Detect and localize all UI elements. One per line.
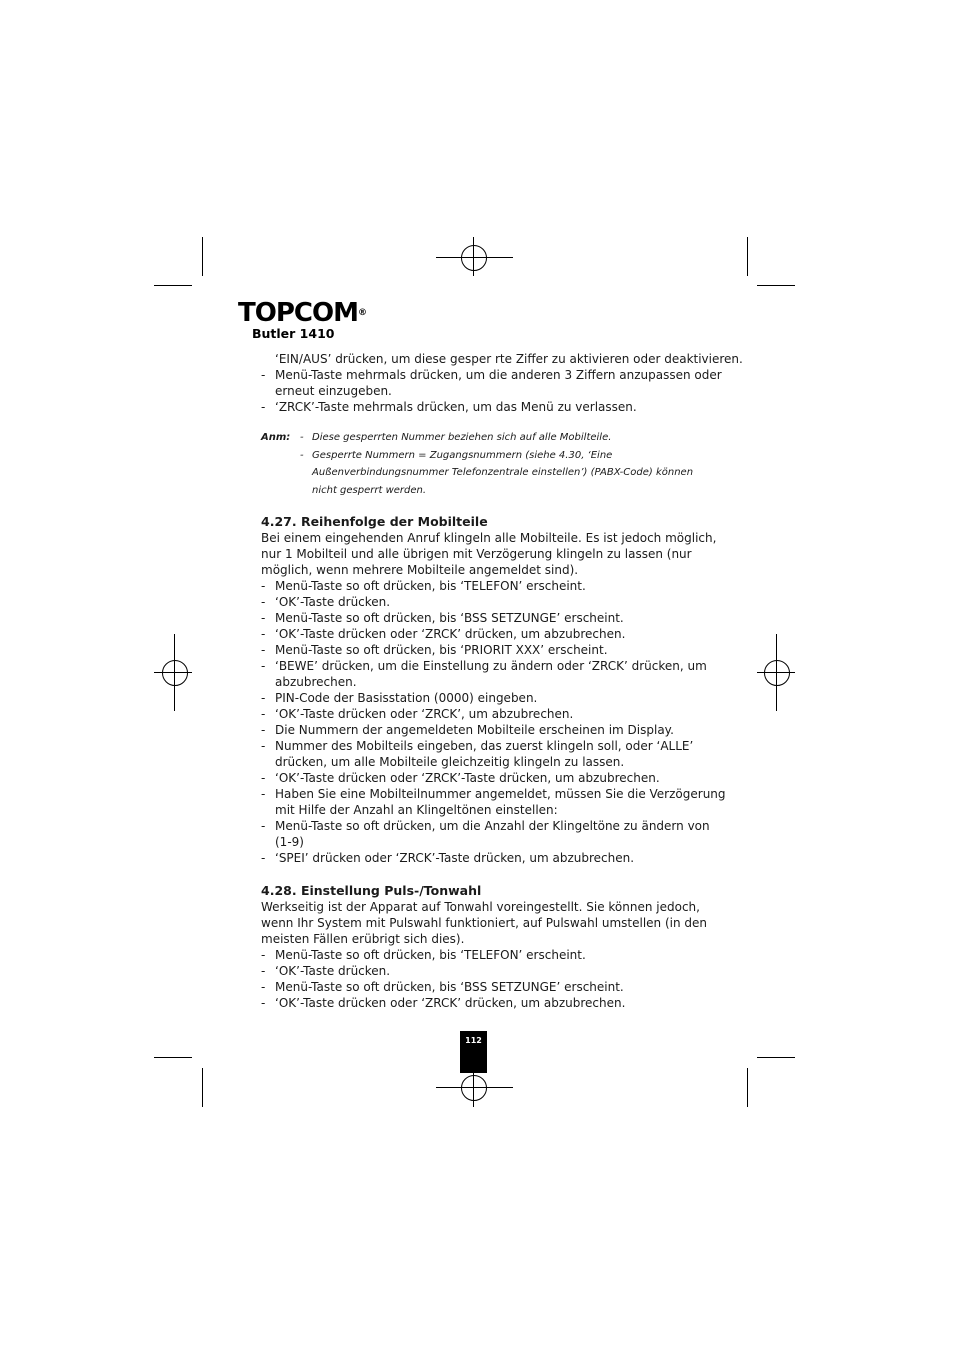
bullet-item (261, 658, 707, 690)
section-bullet-list (261, 947, 701, 1011)
bullet-line (261, 674, 701, 690)
page-number: 112 (465, 1036, 482, 1045)
intro-bullet-list (261, 367, 722, 415)
bullet-line (261, 626, 701, 642)
paragraph-line: wenn Ihr System mit Pulswahl funktioniert, auf Pulswahl umstellen (in den (261, 916, 707, 930)
bullet-dash: - (261, 723, 266, 737)
paragraph-line: meisten Fällen erübrigt sich dies). (261, 932, 465, 946)
bullet-line (261, 770, 701, 786)
brand-logo (238, 300, 367, 341)
crop-mark (747, 237, 748, 276)
bullet-text: ‘OK’-Taste drücken. (275, 964, 391, 978)
brand-wordmark (238, 300, 367, 326)
bullet-dash: - (261, 643, 266, 657)
bullet-text: Menü-Taste so oft drücken, bis ‘BSS SETZUNGE’ erscheint. (275, 611, 624, 625)
paragraph-line: nur 1 Mobilteil und alle übrigen mit Verzögerung klingeln zu lassen (nur (261, 547, 692, 561)
bullet-item (261, 642, 701, 658)
trademark-symbol: ® (357, 308, 367, 318)
bullet-text: ‘OK’-Taste drücken oder ‘ZRCK’, um abzubrechen. (275, 707, 574, 721)
registration-line (154, 672, 192, 673)
bullet-dash: - (261, 948, 266, 962)
note-text: Diese gesperrten Nummer beziehen sich auf alle Mobilteile. (312, 432, 612, 443)
bullet-item (261, 786, 726, 818)
page-content (261, 351, 743, 1011)
bullet-text: ‘OK’-Taste drücken oder ‘ZRCK’ drücken, um abzubrechen. (275, 996, 626, 1010)
bullet-text: ‘OK’-Taste drücken. (275, 595, 391, 609)
bullet-text: Menü-Taste so oft drücken, um die Anzahl der Klingeltöne zu ändern von (275, 819, 710, 833)
registration-line (174, 634, 175, 711)
bullet-text: Menü-Taste so oft drücken, bis ‘PRIORIT XXX’ erscheint. (275, 643, 608, 657)
bullet-dash: - (261, 400, 266, 414)
bullet-item (261, 594, 701, 610)
bullet-line (261, 594, 701, 610)
bullet-dash: - (261, 579, 266, 593)
note-label: Anm: (261, 432, 291, 443)
bullet-dash: - (261, 611, 266, 625)
note-dash: - (300, 449, 304, 461)
bullet-line (261, 578, 701, 594)
bullet-text: Haben Sie eine Mobilteilnummer angemeldet, müssen Sie die Verzögerung (275, 787, 726, 801)
registration-line (473, 1068, 474, 1107)
crop-mark (154, 1057, 192, 1058)
bullet-line (261, 786, 726, 802)
bullet-text: Nummer des Mobilteils eingeben, das zuerst klingeln soll, oder ‘ALLE’ (275, 739, 694, 753)
bullet-dash: - (261, 627, 266, 641)
bullet-line (261, 383, 701, 399)
bullet-text: mit Hilfe der Anzahl an Klingeltönen einstellen: (275, 803, 558, 817)
bullet-text: Menü-Taste so oft drücken, bis ‘TELEFON’ erscheint. (275, 579, 586, 593)
bullet-text: Menü-Taste mehrmals drücken, um die anderen 3 Ziffern anzupassen oder (275, 368, 722, 382)
bullet-dash: - (261, 595, 266, 609)
section-intro (261, 899, 707, 947)
bullet-item (261, 979, 701, 995)
bullet-item (261, 706, 701, 722)
crop-mark (747, 1068, 748, 1107)
note-lines (261, 429, 701, 499)
bullet-text: ‘BEWE’ drücken, um die Einstellung zu ändern oder ‘ZRCK’ drücken, um (275, 659, 707, 673)
note-text: Außenverbindungsnummer Telefonzentrale einstellen’) (PABX-Code) können (312, 467, 694, 478)
note-text: Gesperrte Nummern = Zugangsnummern (siehe 4.30, ‘Eine (312, 449, 613, 461)
bullet-text: abzubrechen. (275, 675, 357, 689)
bullet-line (261, 802, 701, 818)
bullet-dash: - (261, 787, 266, 801)
bullet-line (261, 979, 701, 995)
crop-mark (202, 1068, 203, 1107)
bullet-dash: - (261, 996, 266, 1010)
note-line (261, 447, 701, 465)
section-bullet-list (261, 578, 726, 866)
bullet-item (261, 818, 710, 850)
bullet-dash: - (261, 771, 266, 785)
bullet-line (261, 658, 707, 674)
bullet-dash: - (261, 707, 266, 721)
bullet-line (261, 706, 701, 722)
note-block (261, 429, 701, 499)
bullet-line (261, 995, 701, 1011)
bullet-text: ‘SPEI’ drücken oder ‘ZRCK’-Taste drücken, um abzubrechen. (275, 851, 635, 865)
paragraph-line: möglich, wenn mehrere Mobilteile angemeldet sind). (261, 563, 579, 577)
bullet-line (261, 642, 701, 658)
bullet-item (261, 963, 701, 979)
bullet-line (261, 818, 710, 834)
crop-mark (202, 237, 203, 276)
bullet-dash: - (261, 851, 266, 865)
bullet-item (261, 690, 701, 706)
model-name: Butler 1410 (252, 326, 335, 341)
crop-mark (154, 285, 192, 286)
bullet-line (261, 690, 701, 706)
bullet-line (261, 610, 701, 626)
section-intro (261, 530, 717, 578)
bullet-dash: - (261, 819, 266, 833)
bullet-line (261, 754, 701, 770)
note-line (261, 429, 701, 447)
bullet-text: ‘OK’-Taste drücken oder ‘ZRCK’-Taste drücken, um abzubrechen. (275, 771, 660, 785)
bullet-text: (1-9) (275, 835, 304, 849)
registration-circle (461, 245, 487, 271)
bullet-line (261, 367, 722, 383)
registration-line (776, 634, 777, 711)
bullet-text: ‘OK’-Taste drücken oder ‘ZRCK’ drücken, um abzubrechen. (275, 627, 626, 641)
bullet-text: PIN-Code der Basisstation (0000) eingeben. (275, 691, 538, 705)
registration-line (473, 237, 474, 276)
registration-circle (764, 660, 790, 686)
bullet-item (261, 610, 701, 626)
section-heading: 4.28. Einstellung Puls-/Tonwahl (261, 883, 482, 898)
crop-mark (757, 285, 795, 286)
brand-name: TOPCOM (238, 298, 358, 328)
bullet-line (261, 963, 701, 979)
bullet-item (261, 738, 701, 770)
bullet-item (261, 722, 701, 738)
bullet-dash: - (261, 739, 266, 753)
bullet-line (261, 399, 701, 415)
bullet-item (261, 367, 722, 399)
page-number-box (460, 1031, 487, 1073)
note-line (261, 482, 701, 500)
note-line (261, 464, 701, 482)
section-heading: 4.27. Reihenfolge der Mobilteile (261, 514, 488, 529)
bullet-item (261, 947, 701, 963)
registration-line (436, 257, 513, 258)
registration-circle (461, 1075, 487, 1101)
bullet-text: Menü-Taste so oft drücken, bis ‘BSS SETZUNGE’ erscheint. (275, 980, 624, 994)
registration-circle (162, 660, 188, 686)
bullet-text: erneut einzugeben. (275, 384, 392, 398)
note-text: nicht gesperrt werden. (312, 484, 427, 496)
continuation-text: ‘EIN/AUS’ drücken, um diese gesper rte Ziffer zu aktivieren oder deaktivieren. (275, 352, 743, 366)
bullet-item (261, 578, 701, 594)
bullet-text: drücken, um alle Mobilteile gleichzeitig klingeln zu lassen. (275, 755, 625, 769)
bullet-line (261, 834, 701, 850)
bullet-line (261, 947, 701, 963)
bullet-text: ‘ZRCK’-Taste mehrmals drücken, um das Menü zu verlassen. (275, 400, 637, 414)
bullet-dash: - (261, 659, 266, 673)
bullet-item (261, 770, 701, 786)
paragraph-line: Werkseitig ist der Apparat auf Tonwahl voreingestellt. Sie können jedoch, (261, 900, 700, 914)
bullet-text: Die Nummern der angemeldeten Mobilteile erscheinen im Display. (275, 723, 674, 737)
crop-mark (757, 1057, 795, 1058)
bullet-dash: - (261, 368, 266, 382)
bullet-line (261, 722, 701, 738)
bullet-item (261, 850, 701, 866)
bullet-dash: - (261, 980, 266, 994)
bullet-dash: - (261, 964, 266, 978)
registration-line (436, 1087, 513, 1088)
bullet-line (261, 738, 701, 754)
bullet-text: Menü-Taste so oft drücken, bis ‘TELEFON’ erscheint. (275, 948, 586, 962)
bullet-line (261, 850, 701, 866)
bullet-dash: - (261, 691, 266, 705)
paragraph-line: Bei einem eingehenden Anruf klingeln alle Mobilteile. Es ist jedoch möglich, (261, 531, 717, 545)
note-dash: - (300, 432, 304, 443)
bullet-item (261, 626, 701, 642)
bullet-item (261, 995, 701, 1011)
bullet-item (261, 399, 701, 415)
